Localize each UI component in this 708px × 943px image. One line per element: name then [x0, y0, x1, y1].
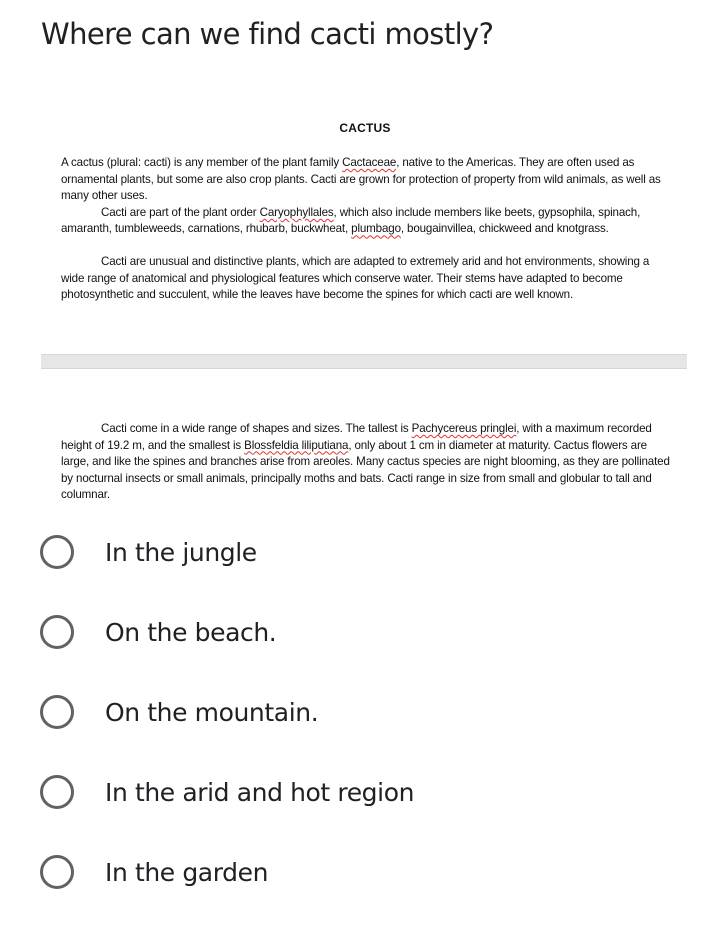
option-label[interactable]: On the mountain.	[105, 697, 319, 727]
option-on-the-beach[interactable]	[40, 610, 276, 654]
option-in-the-garden[interactable]	[40, 850, 268, 894]
text-run: Cacti are part of the plant order	[101, 205, 260, 219]
text-run: , native to the Americas. They are often used as ornamental plants, but some are also crop plants. Cacti are grown for protection of property from wild animals, as well as many other uses.	[61, 156, 661, 203]
misspelled-word: Blossfeldia liliputiana	[244, 438, 349, 452]
option-label[interactable]: On the beach.	[105, 617, 277, 647]
option-label[interactable]: In the garden	[105, 857, 269, 887]
section-divider	[41, 354, 687, 369]
text-run: Cacti come in a wide range of shapes and sizes. The tallest is	[101, 422, 412, 435]
radio-unchecked-icon[interactable]	[40, 535, 74, 569]
option-label[interactable]: In the arid and hot region	[105, 777, 415, 807]
passage-paragraph-1	[61, 155, 673, 205]
misspelled-word: Cactaceae	[342, 156, 397, 169]
passage-paragraph-3: Cacti are unusual and distinctive plants, which are adapted to extremely arid and hot environments, showing a wide range of anatomical and physiological features which conserve water. Their stems have adapted to become photosynthetic and succulent, while the leaves have become the spines for which cacti are well known.	[61, 254, 650, 302]
passage-paragraph-2	[61, 205, 673, 238]
text-run: , bougainvillea, chickweed and knotgrass.	[400, 222, 609, 236]
radio-unchecked-icon[interactable]	[40, 855, 74, 889]
misspelled-word: Caryophyllales	[259, 205, 334, 219]
text-run: , which also include members like beets, gypsophila, spinach, amaranth, tumbleweeds, carnations, rhubarb, buckwheat,	[61, 205, 641, 236]
radio-unchecked-icon[interactable]	[40, 615, 74, 649]
option-arid-and-hot-region[interactable]	[40, 770, 414, 814]
misspelled-word: plumbago	[351, 222, 401, 236]
passage-image-bottom	[41, 418, 687, 510]
passage-heading: CACTUS	[339, 121, 391, 135]
option-in-the-jungle[interactable]	[40, 530, 257, 574]
question-title: Where can we find cacti mostly?	[41, 17, 494, 51]
radio-unchecked-icon[interactable]	[40, 695, 74, 729]
option-on-the-mountain[interactable]	[40, 690, 318, 734]
passage-paragraph-4	[61, 421, 673, 504]
radio-unchecked-icon[interactable]	[40, 775, 74, 809]
option-label[interactable]: In the jungle	[105, 537, 257, 567]
text-run: A cactus (plural: cacti) is any member of the plant family	[61, 156, 343, 169]
text-run: , with a maximum recorded height of 19.2 m, and the smallest is	[61, 422, 652, 452]
passage-image-top	[41, 112, 687, 312]
text-run: , only about 1 cm in diameter at maturity. Cactus flowers are large, and like the spines and branches arise from areoles. Many cactus species are night blooming, as they are pollinated by nocturnal insects or small animals, principally moths and bats. Cacti range in size from small and globular to tall and columnar.	[61, 438, 670, 502]
misspelled-word: Pachycereus pringlei	[411, 422, 517, 435]
